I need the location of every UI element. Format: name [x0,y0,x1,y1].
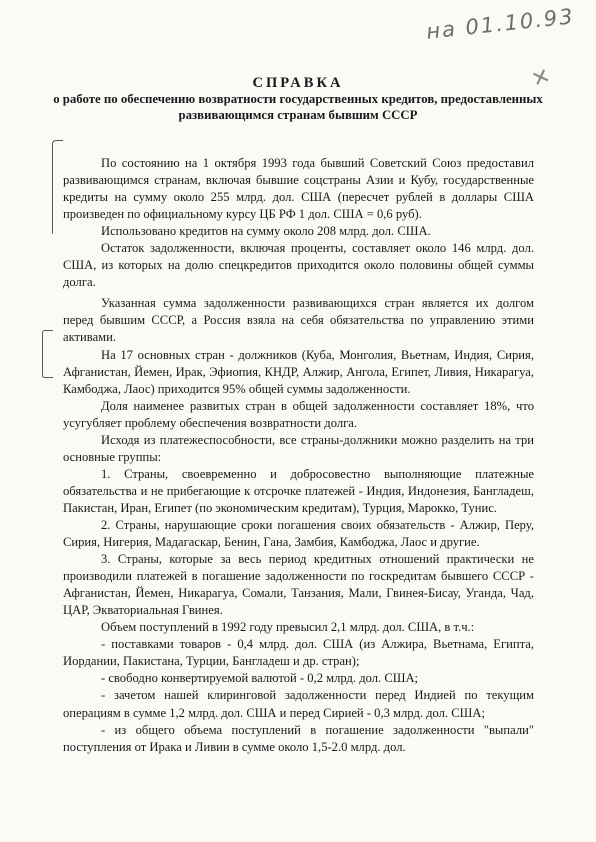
handwritten-mark-icon: ✕ [528,63,555,94]
document-body [63,155,534,756]
paragraph: Доля наименее развитых стран в общей задолженности составляет 18%, что усугубляет проблему обеспечения возвратности долга. [63,398,534,430]
handwritten-date-stamp: на 01.10.93 [425,4,576,44]
document-subtitle: о работе по обеспечению возвратности государственных кредитов, предоставленных развивающимся странам бывшим СССР [53,92,543,122]
paragraph: Исходя из платежеспособности, все страны-должники можно разделить на три основные группы: [63,432,534,464]
paragraph: На 17 основных стран - должников (Куба, Монголия, Вьетнам, Индия, Сирия, Афганистан, Йемен, Ирак, Эфиопия, КНДР, Алжир, Ангола, Египет, Ливия, Никарагуа, Камбоджа, Лаос) приходится 95% общей суммы задолженности. [63,347,534,396]
paragraph: Указанная сумма задолженности развивающихся стран является их долгом перед бывшим СССР, а Россия взяла на себя обязательства по управлению этими активами. [63,296,534,345]
paragraph: 2. Страны, нарушающие сроки погашения своих обязательств - Алжир, Перу, Сирия, Нигерия, Мадагаскар, Бенин, Гана, Замбия, Камбоджа, Лаос и другие. [63,517,534,550]
paragraph: - свободно конвертируемой валютой - 0,2 млрд. дол. США; [101,671,419,686]
paragraph: - поставками товаров - 0,4 млрд. дол. США (из Алжира, Вьетнама, Египта, Иордании, Пакистана, Турции, Бангладеш и др. стран); [63,637,534,669]
paragraph: 3. Страны, которые за весь период кредитных отношений практически не производили платежей в погашение задолженности по госкредитам бывшего СССР - Афганистан, Йемен, Никарагуа, Сомали, Танзания, Мали, Гвинея-Бисау, Уганда, Чад, ЦАР, Экваториальная Гвинея. [63,552,534,618]
paragraph: - зачетом нашей клиринговой задолженности перед Индией по текущим операциям в сумме 1,2 млрд. дол. США и перед Сирией - 0,3 млрд. дол. США; [63,688,534,720]
paragraph: Объем поступлений в 1992 году превысил 2,1 млрд. дол. США, в т.ч.: [101,620,475,635]
paragraph: - из общего объема поступлений в погашение задолженности "выпали" поступления от Ирака и Ливии в сумме около 1,5-2.0 млрд. дол. [63,722,534,754]
document-title: СПРАВКА [252,75,344,91]
paragraph: 1. Страны, своевременно и добросовестно выполняющие платежные обязательства и не прибегающие к отсрочке платежей - Индия, Индонезия, Бангладеш, Пакистан, Иран, Египет (по экономическим кредитам), Турция, Марокко, Тунис. [63,466,534,515]
margin-bracket-mark [52,140,63,234]
paragraph: По состоянию на 1 октября 1993 года бывший Советский Союз предоставил развивающимся странам, включая бывшие соцстраны Азии и Кубу, государственные кредиты на сумму около 255 млрд. дол. США (пересчет рублей в доллары США произведен по официальному курсу ЦБ РФ 1 дол. США = 0,6 руб). [63,156,534,222]
margin-bracket-mark [42,330,53,378]
paragraph: Использовано кредитов на сумму около 208 млрд. дол. США. [101,224,431,239]
paragraph: Остаток задолженности, включая проценты, составляет около 146 млрд. дол. США, из которых на долю спецкредитов приходится около половины общей суммы долга. [63,241,534,290]
